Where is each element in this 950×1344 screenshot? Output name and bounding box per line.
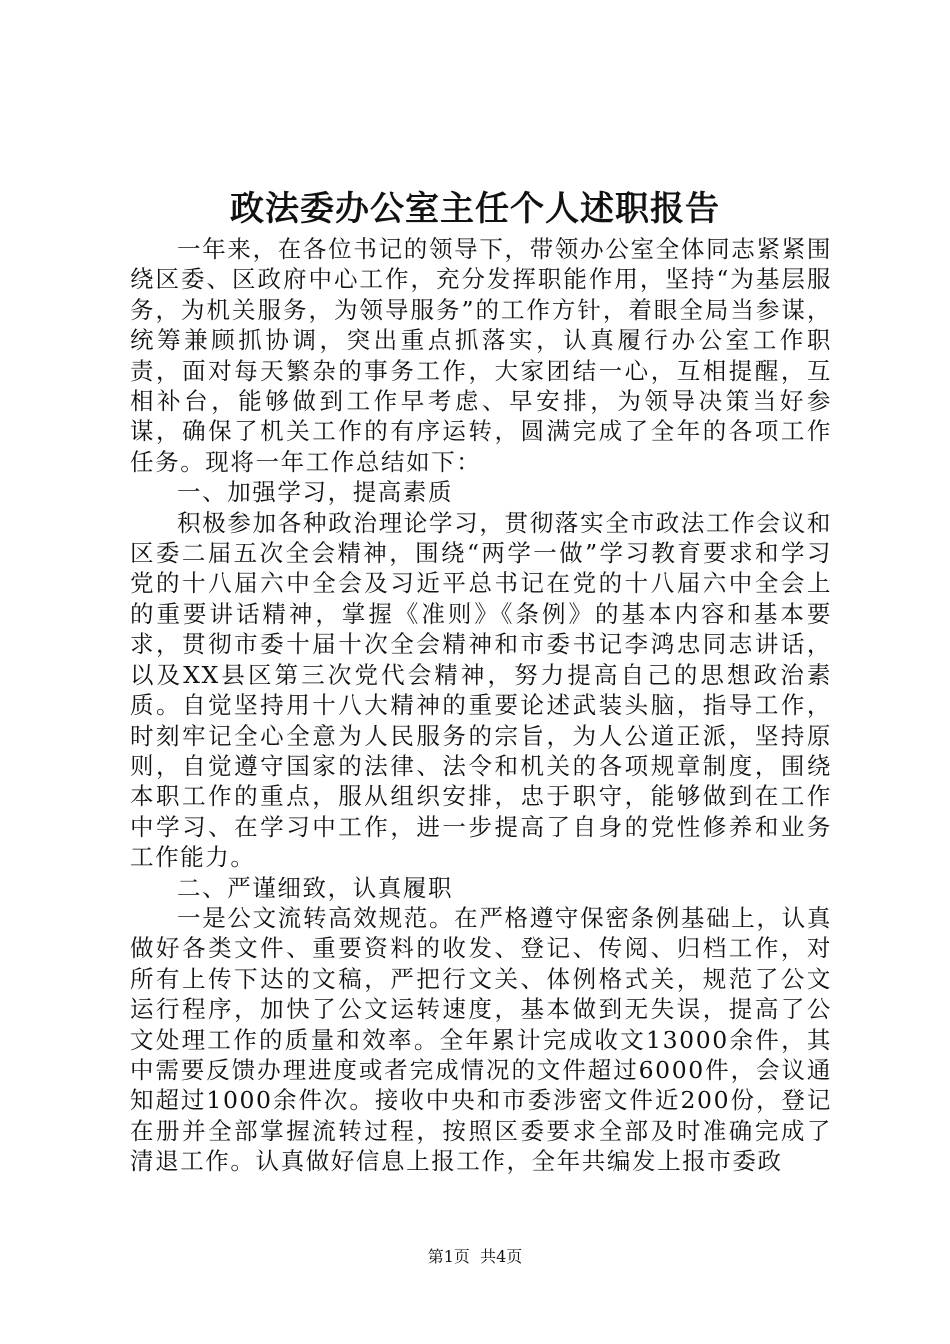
intro-paragraph: 一年来，在各位书记的领导下，带领办公室全体同志紧紧围绕区委、区政府中心工作，充分发挥职能作用，坚持“为基层服务，为机关服务，为领导服务”的工作方针，着眼全局当参谋，统筹兼顾抓协调，突出重点抓落实，认真履行办公室工作职责，面对每天繁杂的事务工作，大家团结一心，互相提醒，互相补台，能够做到工作早考虑、早安排，为领导决策当好参谋，确保了机关工作的有序运转，圆满完成了全年的各项工作任务。现将一年工作总结如下： — [130, 235, 832, 476]
page-number-footer: 第1页 共4页 — [427, 1247, 523, 1266]
section-heading-1: 一、加强学习，提高素质 — [177, 478, 454, 507]
section-heading-2: 二、严谨细致，认真履职 — [177, 873, 454, 902]
document-title: 政法委办公室主任个人述职报告 — [230, 189, 720, 229]
section-2-paragraph: 一是公文流转高效规范。在严格遵守保密条例基础上，认真做好各类文件、重要资料的收发、登记、传阅、归档工作，对所有上传下达的文稿，严把行文关、体例格式关，规范了公文运行程序，加快了公文运转速度，基本做到无失误，提高了公文处理工作的质量和效率。全年累计完成收文13000余件，其中需要反馈办理进度或者完成情况的文件超过6000件，会议通知超过1000余件次。接收中央和市委涉密文件近200份，登记在册并全部掌握流转过程，按照区委要求全部及时准确完成了清退工作。认真做好信息上报工作，全年共编发上报市委政 — [130, 903, 832, 1176]
document-body — [130, 234, 832, 1177]
section-1-paragraph: 积极参加各种政治理论学习，贯彻落实全市政法工作会议和区委二届五次全会精神，围绕“两学一做”学习教育要求和学习党的十八届六中全会及习近平总书记在党的十八届六中全会上的重要讲话精神，掌握《准则》《条例》的基本内容和基本要求，贯彻市委十届十次全会精神和市委书记李鸿忠同志讲话，以及XX县区第三次党代会精神，努力提高自己的思想政治素质。自觉坚持用十八大精神的重要论述武装头脑，指导工作，时刻牢记全心全意为人民服务的宗旨，为人公道正派，坚持原则，自觉遵守国家的法律、法令和机关的各项规章制度，围绕本职工作的重点，服从组织安排，忠于职守，能够做到在工作中学习、在学习中工作，进一步提高了自身的党性修养和业务工作能力。 — [130, 508, 832, 872]
